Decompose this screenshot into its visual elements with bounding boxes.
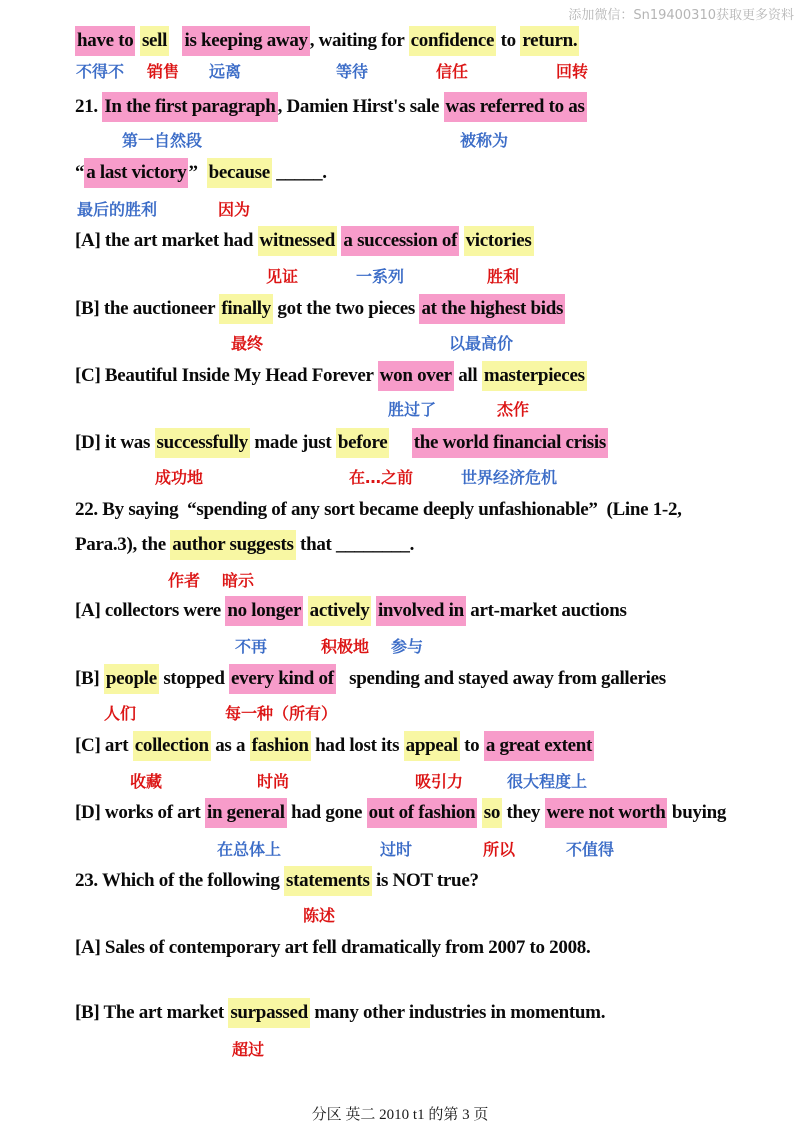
text-line bbox=[75, 868, 479, 894]
annotation-line bbox=[0, 400, 800, 422]
highlight-yellow-segment: successfully bbox=[155, 428, 250, 458]
highlight-pink-segment: a last victory bbox=[84, 158, 188, 188]
watermark-text: 添加微信：Sn19400310获取更多资料 bbox=[568, 8, 794, 23]
highlight-pink-segment: involved in bbox=[376, 596, 466, 626]
text-segment: as a bbox=[210, 735, 250, 756]
annotation-line bbox=[0, 200, 800, 222]
text-segment: stopped bbox=[158, 668, 230, 689]
text-line bbox=[75, 532, 414, 558]
text-line bbox=[75, 296, 565, 322]
text-segment: Para.3), the bbox=[75, 534, 171, 555]
text-line bbox=[75, 160, 327, 186]
annotation-word: 不值得 bbox=[566, 840, 615, 859]
highlight-pink-segment: In the first paragraph bbox=[102, 92, 277, 122]
highlight-yellow-segment: author suggests bbox=[170, 530, 295, 560]
text-line bbox=[75, 1000, 605, 1026]
text-segment: “ bbox=[75, 162, 85, 183]
annotation-word: 很大程度上 bbox=[507, 772, 588, 791]
annotation-word: 回转 bbox=[556, 62, 589, 81]
annotation-word: 不得不 bbox=[76, 62, 125, 81]
text-line bbox=[75, 733, 594, 759]
highlight-yellow-segment: statements bbox=[284, 866, 372, 896]
text-segment: _____. bbox=[271, 162, 327, 183]
text-segment: , Damien Hirst's sale bbox=[277, 96, 444, 117]
text-segment: 21. bbox=[75, 96, 103, 117]
highlight-pink-segment: is keeping away bbox=[182, 26, 309, 56]
text-segment: ” bbox=[188, 162, 207, 183]
annotation-word: 胜过了 bbox=[388, 400, 437, 419]
text-line bbox=[75, 935, 590, 961]
annotation-word: 暗示 bbox=[222, 571, 255, 590]
annotation-line bbox=[0, 267, 800, 289]
highlight-yellow-segment: finally bbox=[219, 294, 273, 324]
highlight-yellow-segment: confidence bbox=[409, 26, 497, 56]
highlight-yellow-segment: collection bbox=[133, 731, 211, 761]
annotation-word: 等待 bbox=[336, 62, 369, 81]
highlight-yellow-segment: actively bbox=[308, 596, 372, 626]
text-segment: [A] Sales of contemporary art fell dramatically from 2007 to 2008. bbox=[75, 937, 591, 958]
highlight-pink-segment: out of fashion bbox=[367, 798, 478, 828]
highlight-pink-segment: no longer bbox=[225, 596, 303, 626]
highlight-yellow-segment: fashion bbox=[250, 731, 311, 761]
text-segment bbox=[459, 230, 463, 251]
annotation-word: 第一自然段 bbox=[122, 131, 203, 150]
annotation-word: 超过 bbox=[232, 1040, 265, 1059]
annotation-word: 因为 bbox=[218, 200, 251, 219]
annotation-word: 胜利 bbox=[487, 267, 520, 286]
annotation-line bbox=[0, 1040, 800, 1062]
annotation-word: 销售 bbox=[147, 62, 180, 81]
annotation-word: 一系列 bbox=[356, 267, 405, 286]
annotation-word: 见证 bbox=[266, 267, 299, 286]
text-line bbox=[75, 363, 587, 389]
text-segment: had gone bbox=[286, 802, 367, 823]
annotation-word: 过时 bbox=[380, 840, 413, 859]
text-segment: spending and stayed away from galleries bbox=[335, 668, 666, 689]
annotation-word: 世界经济危机 bbox=[461, 468, 558, 487]
annotation-word: 积极地 bbox=[321, 637, 370, 656]
text-segment: to bbox=[459, 735, 484, 756]
highlight-pink-segment: a succession of bbox=[341, 226, 459, 256]
highlight-yellow-segment: surpassed bbox=[228, 998, 310, 1028]
highlight-pink-segment: in general bbox=[205, 798, 287, 828]
highlight-pink-segment: every kind of bbox=[229, 664, 336, 694]
annotation-line bbox=[0, 571, 800, 593]
annotation-word: 在总体上 bbox=[217, 840, 282, 859]
text-segment: to bbox=[496, 30, 521, 51]
annotation-word: 杰作 bbox=[497, 400, 530, 419]
highlight-yellow-segment: so bbox=[482, 798, 502, 828]
annotation-word: 在…之前 bbox=[349, 468, 414, 487]
annotation-line bbox=[0, 840, 800, 862]
highlight-pink-segment: won over bbox=[378, 361, 454, 391]
text-segment: that ________. bbox=[295, 534, 415, 555]
annotation-word: 陈述 bbox=[303, 906, 336, 925]
text-line bbox=[75, 497, 682, 523]
text-segment: many other industries in momentum. bbox=[309, 1002, 606, 1023]
annotation-word: 每一种（所有） bbox=[225, 704, 338, 723]
annotation-word: 所以 bbox=[483, 840, 516, 859]
highlight-pink-segment: were not worth bbox=[545, 798, 668, 828]
highlight-pink-segment: have to bbox=[75, 26, 135, 56]
annotation-word: 最后的胜利 bbox=[77, 200, 158, 219]
text-segment bbox=[389, 432, 411, 453]
annotation-word: 最终 bbox=[231, 334, 264, 353]
highlight-pink-segment: was referred to as bbox=[444, 92, 587, 122]
text-line bbox=[75, 430, 608, 456]
text-segment: got the two pieces bbox=[272, 298, 420, 319]
annotation-line bbox=[0, 334, 800, 356]
text-segment: [D] works of art bbox=[75, 802, 205, 823]
text-segment: [C] art bbox=[75, 735, 133, 756]
annotation-line bbox=[0, 131, 800, 153]
text-line bbox=[75, 94, 587, 120]
annotation-word: 以最高价 bbox=[449, 334, 514, 353]
text-segment: , waiting for bbox=[309, 30, 409, 51]
highlight-yellow-segment: return. bbox=[520, 26, 579, 56]
annotation-word: 时尚 bbox=[257, 772, 290, 791]
text-segment bbox=[303, 600, 307, 621]
text-segment: they bbox=[502, 802, 545, 823]
annotation-word: 作者 bbox=[168, 571, 201, 590]
annotation-word: 被称为 bbox=[460, 131, 509, 150]
annotation-word: 参与 bbox=[391, 637, 424, 656]
text-line bbox=[75, 228, 534, 254]
text-segment: [A] collectors were bbox=[75, 600, 226, 621]
highlight-yellow-segment: witnessed bbox=[258, 226, 337, 256]
text-segment: 23. Which of the following bbox=[75, 870, 285, 891]
highlight-pink-segment: the world financial crisis bbox=[412, 428, 608, 458]
text-segment: [D] it was bbox=[75, 432, 155, 453]
highlight-yellow-segment: masterpieces bbox=[482, 361, 587, 391]
text-segment: 22. By saying “spending of any sort became deeply unfashionable” (Line 1-2, bbox=[75, 499, 682, 520]
annotation-line bbox=[0, 704, 800, 726]
highlight-yellow-segment: because bbox=[207, 158, 272, 188]
annotation-word: 信任 bbox=[436, 62, 469, 81]
annotation-word: 不再 bbox=[235, 637, 268, 656]
highlight-pink-segment: at the highest bids bbox=[419, 294, 565, 324]
text-segment: [B] bbox=[75, 668, 104, 689]
annotation-word: 远离 bbox=[209, 62, 242, 81]
annotation-line bbox=[0, 906, 800, 928]
annotation-line bbox=[0, 637, 800, 659]
annotation-word: 成功地 bbox=[155, 468, 204, 487]
highlight-yellow-segment: sell bbox=[140, 26, 169, 56]
text-line bbox=[75, 666, 666, 692]
annotation-line bbox=[0, 772, 800, 794]
text-segment: is NOT true? bbox=[371, 870, 479, 891]
text-segment: made just bbox=[249, 432, 336, 453]
text-segment: all bbox=[453, 365, 482, 386]
text-segment: [A] the art market had bbox=[75, 230, 258, 251]
annotation-line bbox=[0, 468, 800, 490]
highlight-yellow-segment: before bbox=[336, 428, 390, 458]
text-segment: art-market auctions bbox=[465, 600, 627, 621]
text-line bbox=[75, 598, 627, 624]
annotation-word: 收藏 bbox=[130, 772, 163, 791]
highlight-pink-segment: a great extent bbox=[484, 731, 594, 761]
annotation-word: 吸引力 bbox=[415, 772, 464, 791]
text-segment: [B] The art market bbox=[75, 1002, 229, 1023]
highlight-yellow-segment: victories bbox=[464, 226, 534, 256]
page-footer: 分区 英二 2010 t1 的第 3 页 bbox=[311, 1107, 489, 1123]
annotation-word: 人们 bbox=[104, 704, 137, 723]
text-segment: buying bbox=[667, 802, 727, 823]
annotation-line bbox=[0, 62, 800, 84]
text-segment bbox=[169, 30, 182, 51]
text-segment: [B] the auctioneer bbox=[75, 298, 220, 319]
highlight-yellow-segment: appeal bbox=[404, 731, 460, 761]
highlight-yellow-segment: people bbox=[104, 664, 159, 694]
text-line bbox=[75, 28, 579, 54]
text-segment: [C] Beautiful Inside My Head Forever bbox=[75, 365, 378, 386]
text-line bbox=[75, 800, 726, 826]
text-segment: had lost its bbox=[310, 735, 404, 756]
